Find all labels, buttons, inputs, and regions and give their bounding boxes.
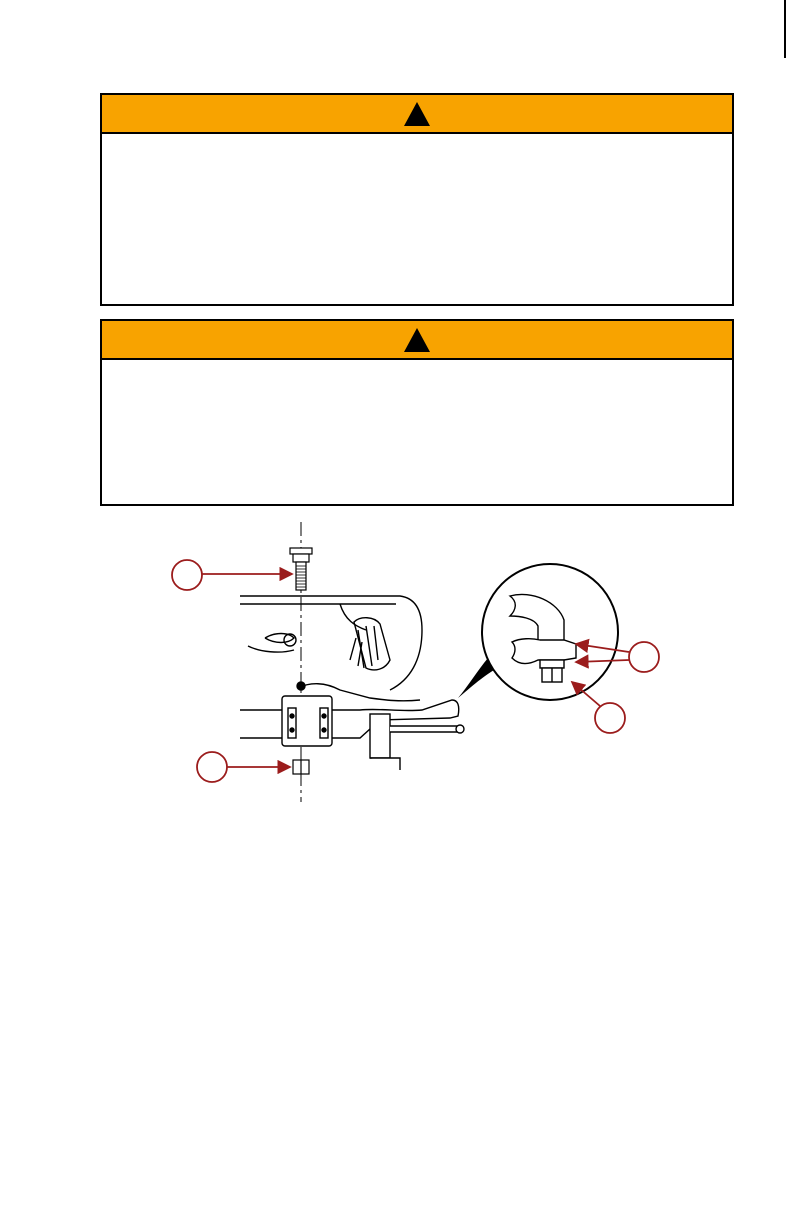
warning-body-2	[102, 360, 732, 380]
warning-box-1	[100, 93, 734, 306]
warning-triangle-icon	[403, 101, 431, 127]
callout-1	[172, 560, 292, 590]
warning-header-2	[102, 321, 732, 360]
callout-4	[572, 682, 625, 733]
illustration-svg	[160, 520, 670, 805]
page-edge-line	[784, 0, 786, 58]
warning-triangle-icon	[403, 327, 431, 353]
bolt-graphic	[290, 548, 312, 590]
callout-2	[197, 752, 290, 782]
steering-link-illustration	[160, 520, 670, 805]
warning-body-1	[102, 134, 732, 154]
warning-box-2	[100, 319, 734, 506]
steering-clamp	[240, 682, 464, 770]
engine-mount-outline	[240, 596, 422, 690]
detail-circle	[458, 564, 618, 700]
nut-graphic	[293, 760, 309, 774]
warning-header-1	[102, 95, 732, 134]
